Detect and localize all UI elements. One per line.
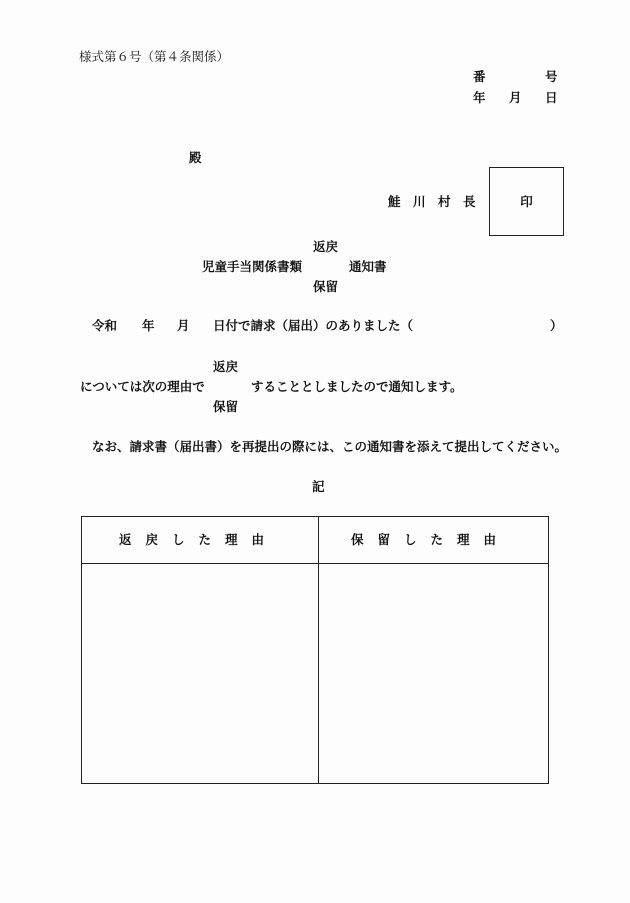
form-header: 様式第６号（第４条関係） [79,49,230,64]
reasons-table [81,516,549,784]
return-reason-cell[interactable] [82,564,318,783]
document-title-suffix: 通知書 [349,259,387,274]
body-era: 令和 [92,318,118,333]
seal-mark: 印 [520,194,533,209]
addressee-suffix: 殿 [189,150,202,165]
seal-box [489,167,564,236]
header-return-reason: 返戻した理由 [119,532,279,547]
body-option-return: 返戻 [213,359,239,374]
body-line2-suffix: することとしましたので通知します。 [251,379,463,394]
date-year: 年 [473,90,486,105]
resubmission-note: なお、請求書（届出書）を再提出の際には、この通知書を添えて提出してください。 [92,439,568,454]
body-line1-text: 日付で請求（届出）のありました（ [213,318,414,333]
hold-reason-cell[interactable] [319,564,548,783]
number-suffix: 号 [545,69,558,84]
ki-heading: 記 [312,479,325,494]
header-hold-reason: 保留した理由 [351,532,511,547]
title-option-hold: 保留 [313,279,339,294]
body-year: 年 [142,318,155,333]
document-title-prefix: 児童手当関係書類 [202,259,303,274]
date-month: 月 [509,90,522,105]
number-label: 番 [473,69,486,84]
title-option-return: 返戻 [313,239,339,254]
body-option-hold: 保留 [213,399,239,414]
body-month: 月 [177,318,190,333]
issuer-title: 鮭 川 村 長 [388,194,476,209]
date-day: 日 [545,90,558,105]
body-line1-close: ） [550,318,563,333]
body-line2-prefix: については次の理由で [80,379,205,394]
